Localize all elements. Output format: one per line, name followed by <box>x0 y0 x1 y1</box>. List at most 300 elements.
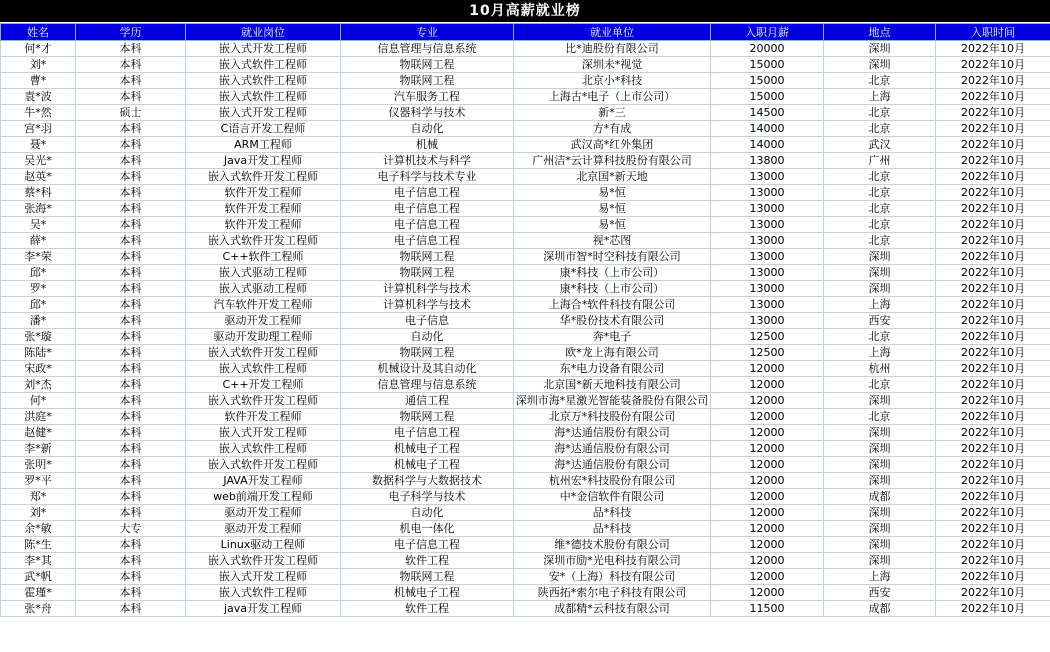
cell-name[interactable]: 曹* <box>1 73 76 89</box>
cell-salary[interactable]: 12000 <box>711 585 824 601</box>
cell-position[interactable]: 嵌入式软件工程师 <box>186 89 341 105</box>
cell-salary[interactable]: 12000 <box>711 393 824 409</box>
cell-salary[interactable]: 13000 <box>711 169 824 185</box>
cell-date[interactable]: 2022年10月 <box>936 313 1050 329</box>
cell-employer[interactable]: 深圳未*视觉 <box>514 57 711 73</box>
cell-major[interactable]: 物联网工程 <box>341 569 514 585</box>
cell-education[interactable]: 本科 <box>76 457 186 473</box>
cell-employer[interactable]: 欧*龙上海有限公司 <box>514 345 711 361</box>
cell-date[interactable]: 2022年10月 <box>936 265 1050 281</box>
cell-name[interactable]: 邱* <box>1 265 76 281</box>
cell-location[interactable]: 深圳 <box>824 249 936 265</box>
cell-location[interactable]: 上海 <box>824 297 936 313</box>
cell-location[interactable]: 深圳 <box>824 457 936 473</box>
cell-salary[interactable]: 13000 <box>711 265 824 281</box>
cell-major[interactable]: 电子信息工程 <box>341 233 514 249</box>
cell-position[interactable]: C语言开发工程师 <box>186 121 341 137</box>
cell-salary[interactable]: 13800 <box>711 153 824 169</box>
cell-date[interactable]: 2022年10月 <box>936 121 1050 137</box>
cell-salary[interactable]: 12500 <box>711 345 824 361</box>
cell-date[interactable]: 2022年10月 <box>936 89 1050 105</box>
cell-employer[interactable]: 方*有成 <box>514 121 711 137</box>
cell-education[interactable]: 本科 <box>76 57 186 73</box>
cell-position[interactable]: 嵌入式开发工程师 <box>186 569 341 585</box>
header-name[interactable]: 姓名 <box>1 24 76 41</box>
cell-major[interactable]: 信息管理与信息系统 <box>341 377 514 393</box>
cell-name[interactable]: 刘* <box>1 57 76 73</box>
cell-salary[interactable]: 13000 <box>711 217 824 233</box>
cell-major[interactable]: 机械电子工程 <box>341 457 514 473</box>
cell-education[interactable]: 本科 <box>76 217 186 233</box>
cell-education[interactable]: 本科 <box>76 425 186 441</box>
cell-employer[interactable]: 易*恒 <box>514 185 711 201</box>
cell-name[interactable]: 刘*杰 <box>1 377 76 393</box>
cell-salary[interactable]: 14000 <box>711 137 824 153</box>
cell-salary[interactable]: 13000 <box>711 281 824 297</box>
cell-major[interactable]: 电子信息 <box>341 313 514 329</box>
cell-location[interactable]: 北京 <box>824 185 936 201</box>
cell-education[interactable]: 本科 <box>76 585 186 601</box>
cell-employer[interactable]: 北京小*科技 <box>514 73 711 89</box>
cell-location[interactable]: 深圳 <box>824 553 936 569</box>
cell-date[interactable]: 2022年10月 <box>936 505 1050 521</box>
cell-location[interactable]: 北京 <box>824 105 936 121</box>
cell-location[interactable]: 西安 <box>824 585 936 601</box>
cell-position[interactable]: Linux驱动工程师 <box>186 537 341 553</box>
cell-name[interactable]: 何* <box>1 393 76 409</box>
cell-date[interactable]: 2022年10月 <box>936 297 1050 313</box>
cell-name[interactable]: 何*才 <box>1 41 76 57</box>
cell-name[interactable]: 吴光* <box>1 153 76 169</box>
cell-salary[interactable]: 12000 <box>711 537 824 553</box>
cell-education[interactable]: 本科 <box>76 329 186 345</box>
cell-location[interactable]: 西安 <box>824 313 936 329</box>
cell-date[interactable]: 2022年10月 <box>936 345 1050 361</box>
cell-position[interactable]: 嵌入式软件工程师 <box>186 57 341 73</box>
cell-name[interactable]: 牛*然 <box>1 105 76 121</box>
cell-education[interactable]: 本科 <box>76 41 186 57</box>
cell-education[interactable]: 本科 <box>76 361 186 377</box>
cell-education[interactable]: 本科 <box>76 377 186 393</box>
cell-major[interactable]: 机械设计及其自动化 <box>341 361 514 377</box>
cell-employer[interactable]: 康*科技（上市公司） <box>514 281 711 297</box>
cell-location[interactable]: 深圳 <box>824 281 936 297</box>
cell-salary[interactable]: 12500 <box>711 329 824 345</box>
cell-location[interactable]: 深圳 <box>824 57 936 73</box>
cell-position[interactable]: 嵌入式开发工程师 <box>186 41 341 57</box>
cell-education[interactable]: 本科 <box>76 233 186 249</box>
cell-date[interactable]: 2022年10月 <box>936 217 1050 233</box>
cell-location[interactable]: 北京 <box>824 73 936 89</box>
cell-date[interactable]: 2022年10月 <box>936 233 1050 249</box>
cell-name[interactable]: 洪庭* <box>1 409 76 425</box>
cell-major[interactable]: 计算机科学与技术 <box>341 281 514 297</box>
cell-major[interactable]: 电子科学与技术 <box>341 489 514 505</box>
cell-location[interactable]: 深圳 <box>824 441 936 457</box>
cell-date[interactable]: 2022年10月 <box>936 41 1050 57</box>
cell-name[interactable]: 张海* <box>1 201 76 217</box>
cell-employer[interactable]: 深圳市励*光电科技有限公司 <box>514 553 711 569</box>
cell-education[interactable]: 本科 <box>76 169 186 185</box>
cell-location[interactable]: 广州 <box>824 153 936 169</box>
cell-employer[interactable]: 北京万*科技股份有限公司 <box>514 409 711 425</box>
cell-employer[interactable]: 安*（上海）科技有限公司 <box>514 569 711 585</box>
cell-employer[interactable]: 深圳市智*时空科技有限公司 <box>514 249 711 265</box>
cell-location[interactable]: 成都 <box>824 489 936 505</box>
cell-education[interactable]: 本科 <box>76 73 186 89</box>
cell-major[interactable]: 电子信息工程 <box>341 217 514 233</box>
cell-name[interactable]: 聂* <box>1 137 76 153</box>
cell-location[interactable]: 上海 <box>824 345 936 361</box>
cell-salary[interactable]: 11500 <box>711 601 824 617</box>
cell-salary[interactable]: 12000 <box>711 505 824 521</box>
header-major[interactable]: 专业 <box>341 24 514 41</box>
cell-position[interactable]: 嵌入式软件开发工程师 <box>186 345 341 361</box>
cell-location[interactable]: 深圳 <box>824 537 936 553</box>
cell-location[interactable]: 深圳 <box>824 505 936 521</box>
cell-major[interactable]: 电子信息工程 <box>341 537 514 553</box>
cell-major[interactable]: 自动化 <box>341 121 514 137</box>
cell-position[interactable]: C++开发工程师 <box>186 377 341 393</box>
cell-employer[interactable]: 上海古*电子（上市公司） <box>514 89 711 105</box>
cell-salary[interactable]: 12000 <box>711 569 824 585</box>
header-position[interactable]: 就业岗位 <box>186 24 341 41</box>
cell-employer[interactable]: 比*迪股份有限公司 <box>514 41 711 57</box>
cell-education[interactable]: 本科 <box>76 185 186 201</box>
cell-name[interactable]: 袁*波 <box>1 89 76 105</box>
cell-education[interactable]: 本科 <box>76 153 186 169</box>
cell-employer[interactable]: 视*芯图 <box>514 233 711 249</box>
cell-major[interactable]: 机电一体化 <box>341 521 514 537</box>
cell-location[interactable]: 北京 <box>824 201 936 217</box>
cell-name[interactable]: 罗*平 <box>1 473 76 489</box>
cell-position[interactable]: 嵌入式软件开发工程师 <box>186 393 341 409</box>
cell-name[interactable]: 宋政* <box>1 361 76 377</box>
cell-position[interactable]: 嵌入式开发工程师 <box>186 105 341 121</box>
cell-position[interactable]: 软件开发工程师 <box>186 201 341 217</box>
cell-position[interactable]: JAVA开发工程师 <box>186 473 341 489</box>
cell-salary[interactable]: 13000 <box>711 233 824 249</box>
cell-major[interactable]: 物联网工程 <box>341 345 514 361</box>
cell-major[interactable]: 电子科学与技术专业 <box>341 169 514 185</box>
cell-location[interactable]: 北京 <box>824 377 936 393</box>
cell-major[interactable]: 电子信息工程 <box>341 201 514 217</box>
cell-salary[interactable]: 12000 <box>711 425 824 441</box>
cell-education[interactable]: 本科 <box>76 281 186 297</box>
cell-date[interactable]: 2022年10月 <box>936 185 1050 201</box>
cell-employer[interactable]: 深圳市海*星激光智能装备股份有限公司 <box>514 393 711 409</box>
cell-education[interactable]: 本科 <box>76 441 186 457</box>
cell-salary[interactable]: 12000 <box>711 361 824 377</box>
cell-position[interactable]: C++软件工程师 <box>186 249 341 265</box>
cell-date[interactable]: 2022年10月 <box>936 377 1050 393</box>
cell-salary[interactable]: 15000 <box>711 89 824 105</box>
cell-name[interactable]: 张明* <box>1 457 76 473</box>
cell-employer[interactable]: 华*股份技术有限公司 <box>514 313 711 329</box>
cell-salary[interactable]: 12000 <box>711 473 824 489</box>
table-row <box>1 521 1050 537</box>
cell-education[interactable]: 大专 <box>76 521 186 537</box>
cell-position[interactable]: 嵌入式软件开发工程师 <box>186 169 341 185</box>
cell-employer[interactable]: 海*达通信股份有限公司 <box>514 457 711 473</box>
cell-major[interactable]: 物联网工程 <box>341 73 514 89</box>
cell-position[interactable]: 嵌入式软件开发工程师 <box>186 457 341 473</box>
cell-name[interactable]: 张*舟 <box>1 601 76 617</box>
cell-location[interactable]: 深圳 <box>824 425 936 441</box>
cell-date[interactable]: 2022年10月 <box>936 537 1050 553</box>
table-row <box>1 185 1050 201</box>
cell-education[interactable]: 本科 <box>76 473 186 489</box>
cell-date[interactable]: 2022年10月 <box>936 393 1050 409</box>
cell-name[interactable]: 张*璇 <box>1 329 76 345</box>
cell-name[interactable]: 吴* <box>1 217 76 233</box>
cell-education[interactable]: 本科 <box>76 313 186 329</box>
cell-name[interactable]: 郑* <box>1 489 76 505</box>
cell-position[interactable]: 嵌入式软件工程师 <box>186 73 341 89</box>
cell-education[interactable]: 本科 <box>76 121 186 137</box>
cell-date[interactable]: 2022年10月 <box>936 57 1050 73</box>
cell-location[interactable]: 北京 <box>824 329 936 345</box>
cell-date[interactable]: 2022年10月 <box>936 361 1050 377</box>
cell-name[interactable]: 蔡*科 <box>1 185 76 201</box>
cell-salary[interactable]: 13000 <box>711 297 824 313</box>
cell-date[interactable]: 2022年10月 <box>936 105 1050 121</box>
cell-location[interactable]: 深圳 <box>824 41 936 57</box>
cell-education[interactable]: 本科 <box>76 265 186 281</box>
cell-date[interactable]: 2022年10月 <box>936 153 1050 169</box>
cell-date[interactable]: 2022年10月 <box>936 169 1050 185</box>
cell-position[interactable]: Java开发工程师 <box>186 153 341 169</box>
cell-salary[interactable]: 12000 <box>711 457 824 473</box>
cell-major[interactable]: 计算机技术与科学 <box>341 153 514 169</box>
cell-salary[interactable]: 15000 <box>711 57 824 73</box>
cell-education[interactable]: 本科 <box>76 201 186 217</box>
cell-position[interactable]: 软件开发工程师 <box>186 185 341 201</box>
cell-employer[interactable]: 东*电力设备有限公司 <box>514 361 711 377</box>
cell-date[interactable]: 2022年10月 <box>936 585 1050 601</box>
cell-employer[interactable]: 成都精*云科技有限公司 <box>514 601 711 617</box>
cell-position[interactable]: 嵌入式软件开发工程师 <box>186 233 341 249</box>
cell-education[interactable]: 本科 <box>76 569 186 585</box>
header-date[interactable]: 入职时间 <box>936 24 1050 41</box>
cell-major[interactable]: 物联网工程 <box>341 249 514 265</box>
cell-education[interactable]: 本科 <box>76 601 186 617</box>
cell-salary[interactable]: 12000 <box>711 441 824 457</box>
cell-date[interactable]: 2022年10月 <box>936 425 1050 441</box>
cell-location[interactable]: 上海 <box>824 569 936 585</box>
cell-location[interactable]: 上海 <box>824 89 936 105</box>
cell-date[interactable]: 2022年10月 <box>936 249 1050 265</box>
cell-date[interactable]: 2022年10月 <box>936 601 1050 617</box>
cell-major[interactable]: 通信工程 <box>341 393 514 409</box>
cell-employer[interactable]: 广州洁*云计算科技股份有限公司 <box>514 153 711 169</box>
cell-date[interactable]: 2022年10月 <box>936 473 1050 489</box>
cell-location[interactable]: 武汉 <box>824 137 936 153</box>
cell-education[interactable]: 本科 <box>76 297 186 313</box>
cell-education[interactable]: 本科 <box>76 89 186 105</box>
cell-salary[interactable]: 14000 <box>711 121 824 137</box>
cell-location[interactable]: 深圳 <box>824 265 936 281</box>
cell-major[interactable]: 电子信息工程 <box>341 425 514 441</box>
cell-location[interactable]: 成都 <box>824 601 936 617</box>
cell-salary[interactable]: 12000 <box>711 409 824 425</box>
cell-position[interactable]: 嵌入式开发工程师 <box>186 425 341 441</box>
cell-education[interactable]: 本科 <box>76 137 186 153</box>
cell-salary[interactable]: 15000 <box>711 73 824 89</box>
cell-position[interactable]: 汽车软件开发工程师 <box>186 297 341 313</box>
cell-location[interactable]: 杭州 <box>824 361 936 377</box>
cell-name[interactable]: 邱* <box>1 297 76 313</box>
cell-position[interactable]: 嵌入式软件开发工程师 <box>186 553 341 569</box>
cell-education[interactable]: 本科 <box>76 249 186 265</box>
cell-employer[interactable]: 武汉高*红外集团 <box>514 137 711 153</box>
cell-date[interactable]: 2022年10月 <box>936 441 1050 457</box>
cell-position[interactable]: 嵌入式软件工程师 <box>186 441 341 457</box>
cell-major[interactable]: 物联网工程 <box>341 57 514 73</box>
cell-major[interactable]: 计算机科学与技术 <box>341 297 514 313</box>
cell-major[interactable]: 自动化 <box>341 329 514 345</box>
cell-name[interactable]: 李*荣 <box>1 249 76 265</box>
cell-employer[interactable]: 中*金信软件有限公司 <box>514 489 711 505</box>
cell-name[interactable]: 薛* <box>1 233 76 249</box>
cell-name[interactable]: 霍瑾* <box>1 585 76 601</box>
cell-location[interactable]: 北京 <box>824 217 936 233</box>
cell-employer[interactable]: 易*恒 <box>514 201 711 217</box>
cell-major[interactable]: 软件工程 <box>341 553 514 569</box>
cell-position[interactable]: 嵌入式软件工程师 <box>186 585 341 601</box>
cell-major[interactable]: 软件工程 <box>341 601 514 617</box>
cell-position[interactable]: web前端开发工程师 <box>186 489 341 505</box>
cell-salary[interactable]: 12000 <box>711 489 824 505</box>
cell-major[interactable]: 机械电子工程 <box>341 585 514 601</box>
cell-salary[interactable]: 13000 <box>711 185 824 201</box>
cell-position[interactable]: 嵌入式驱动工程师 <box>186 265 341 281</box>
header-location[interactable]: 地点 <box>824 24 936 41</box>
cell-position[interactable]: 驱动开发工程师 <box>186 313 341 329</box>
cell-employer[interactable]: 海*达通信股份有限公司 <box>514 441 711 457</box>
cell-position[interactable]: 嵌入式驱动工程师 <box>186 281 341 297</box>
cell-employer[interactable]: 杭州宏*科技股份有限公司 <box>514 473 711 489</box>
cell-employer[interactable]: 康*科技（上市公司） <box>514 265 711 281</box>
cell-name[interactable]: 武*帆 <box>1 569 76 585</box>
cell-name[interactable]: 李*其 <box>1 553 76 569</box>
cell-education[interactable]: 本科 <box>76 553 186 569</box>
cell-salary[interactable]: 14500 <box>711 105 824 121</box>
cell-location[interactable]: 北京 <box>824 169 936 185</box>
cell-location[interactable]: 深圳 <box>824 521 936 537</box>
cell-employer[interactable]: 奔*电子 <box>514 329 711 345</box>
cell-employer[interactable]: 维*德技术股份有限公司 <box>514 537 711 553</box>
cell-date[interactable]: 2022年10月 <box>936 73 1050 89</box>
cell-date[interactable]: 2022年10月 <box>936 409 1050 425</box>
cell-name[interactable]: 赵健* <box>1 425 76 441</box>
cell-date[interactable]: 2022年10月 <box>936 569 1050 585</box>
cell-major[interactable]: 仪器科学与技术 <box>341 105 514 121</box>
cell-name[interactable]: 陈陆* <box>1 345 76 361</box>
cell-date[interactable]: 2022年10月 <box>936 201 1050 217</box>
cell-name[interactable]: 陈*生 <box>1 537 76 553</box>
cell-position[interactable]: 嵌入式软件工程师 <box>186 361 341 377</box>
cell-salary[interactable]: 12000 <box>711 553 824 569</box>
cell-name[interactable]: 刘* <box>1 505 76 521</box>
cell-position[interactable]: 软件开发工程师 <box>186 409 341 425</box>
cell-employer[interactable]: 新*三 <box>514 105 711 121</box>
cell-major[interactable]: 汽车服务工程 <box>341 89 514 105</box>
cell-education[interactable]: 本科 <box>76 409 186 425</box>
cell-education[interactable]: 本科 <box>76 505 186 521</box>
cell-name[interactable]: 李*新 <box>1 441 76 457</box>
cell-education[interactable]: 硕士 <box>76 105 186 121</box>
cell-salary[interactable]: 13000 <box>711 201 824 217</box>
cell-position[interactable]: 驱动开发工程师 <box>186 505 341 521</box>
cell-location[interactable]: 深圳 <box>824 473 936 489</box>
cell-date[interactable]: 2022年10月 <box>936 457 1050 473</box>
cell-location[interactable]: 深圳 <box>824 393 936 409</box>
cell-employer[interactable]: 海*达通信股份有限公司 <box>514 425 711 441</box>
header-salary[interactable]: 入职月薪 <box>711 24 824 41</box>
cell-employer[interactable]: 上海合*软件科技有限公司 <box>514 297 711 313</box>
cell-major[interactable]: 机械电子工程 <box>341 441 514 457</box>
header-employer[interactable]: 就业单位 <box>514 24 711 41</box>
cell-major[interactable]: 自动化 <box>341 505 514 521</box>
cell-position[interactable]: 驱动开发工程师 <box>186 521 341 537</box>
cell-major[interactable]: 信息管理与信息系统 <box>341 41 514 57</box>
cell-date[interactable]: 2022年10月 <box>936 553 1050 569</box>
cell-employer[interactable]: 北京国*新天地科技有限公司 <box>514 377 711 393</box>
cell-major[interactable]: 物联网工程 <box>341 409 514 425</box>
cell-major[interactable]: 数据科学与大数据技术 <box>341 473 514 489</box>
cell-name[interactable]: 宫*羽 <box>1 121 76 137</box>
cell-position[interactable]: 软件开发工程师 <box>186 217 341 233</box>
cell-position[interactable]: ARM工程师 <box>186 137 341 153</box>
cell-salary[interactable]: 12000 <box>711 377 824 393</box>
header-education[interactable]: 学历 <box>76 24 186 41</box>
cell-name[interactable]: 余*敏 <box>1 521 76 537</box>
cell-major[interactable]: 物联网工程 <box>341 265 514 281</box>
cell-date[interactable]: 2022年10月 <box>936 521 1050 537</box>
table-row <box>1 169 1050 185</box>
cell-date[interactable]: 2022年10月 <box>936 137 1050 153</box>
cell-name[interactable]: 罗* <box>1 281 76 297</box>
cell-employer[interactable]: 品*科技 <box>514 521 711 537</box>
cell-education[interactable]: 本科 <box>76 537 186 553</box>
cell-employer[interactable]: 易*恒 <box>514 217 711 233</box>
cell-location[interactable]: 北京 <box>824 409 936 425</box>
cell-name[interactable]: 潘* <box>1 313 76 329</box>
cell-location[interactable]: 北京 <box>824 233 936 249</box>
cell-name[interactable]: 赵英* <box>1 169 76 185</box>
cell-position[interactable]: java开发工程师 <box>186 601 341 617</box>
cell-salary[interactable]: 20000 <box>711 41 824 57</box>
table-row <box>1 537 1050 553</box>
cell-major[interactable]: 机械 <box>341 137 514 153</box>
cell-major[interactable]: 电子信息工程 <box>341 185 514 201</box>
cell-education[interactable]: 本科 <box>76 489 186 505</box>
cell-education[interactable]: 本科 <box>76 393 186 409</box>
cell-location[interactable]: 北京 <box>824 121 936 137</box>
cell-date[interactable]: 2022年10月 <box>936 281 1050 297</box>
cell-salary[interactable]: 13000 <box>711 313 824 329</box>
cell-education[interactable]: 本科 <box>76 345 186 361</box>
cell-employer[interactable]: 北京国*新天地 <box>514 169 711 185</box>
cell-salary[interactable]: 13000 <box>711 249 824 265</box>
cell-employer[interactable]: 陕西拓*索尔电子科技有限公司 <box>514 585 711 601</box>
cell-date[interactable]: 2022年10月 <box>936 329 1050 345</box>
cell-date[interactable]: 2022年10月 <box>936 489 1050 505</box>
cell-employer[interactable]: 品*科技 <box>514 505 711 521</box>
cell-position[interactable]: 驱动开发助理工程师 <box>186 329 341 345</box>
cell-salary[interactable]: 12000 <box>711 521 824 537</box>
